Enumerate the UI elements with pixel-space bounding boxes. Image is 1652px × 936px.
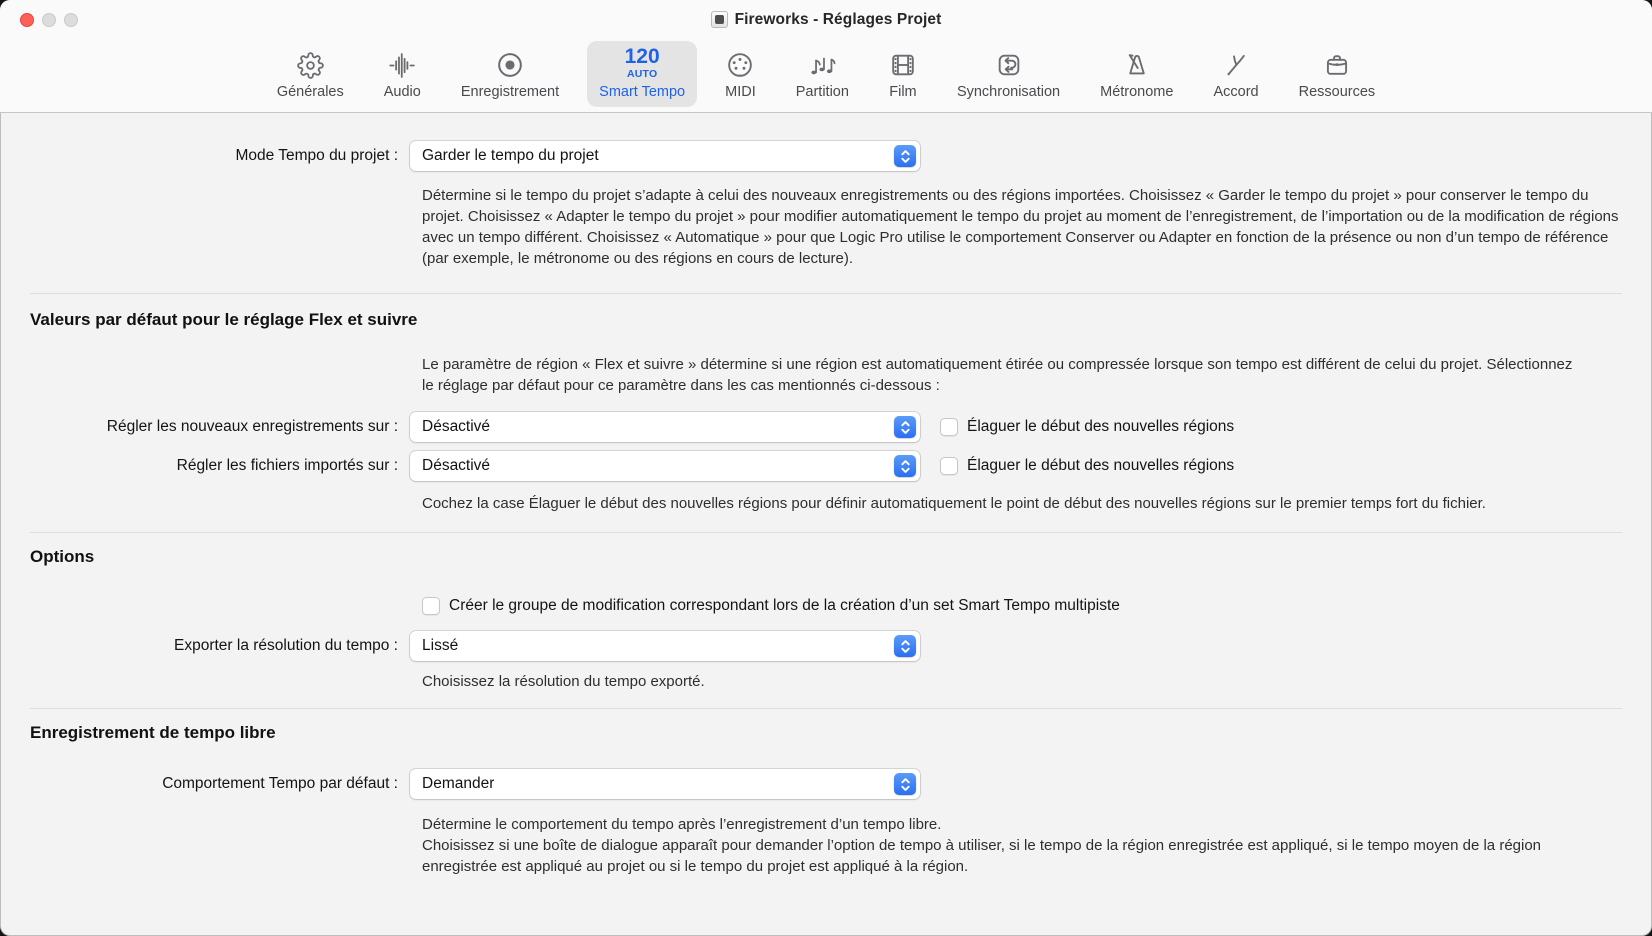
- edit-group-row: [422, 597, 1622, 615]
- popup-stepper-icon: [894, 773, 916, 795]
- tab-label: MIDI: [725, 84, 756, 100]
- window-header: [0, 0, 1652, 113]
- free-tempo-help-line1: Détermine le comportement du tempo après l’enregistrement d’un tempo libre.: [422, 816, 942, 833]
- tempo-readout: [624, 44, 660, 80]
- metronome-icon: [1123, 47, 1151, 79]
- project-tempo-mode-row: [30, 141, 1622, 171]
- document-proxy-icon: [711, 11, 728, 28]
- notes-icon: [808, 47, 836, 79]
- create-edit-group-label: Créer le groupe de modification correspondant lors de la création d’un set Smart Tempo multipiste: [449, 597, 1120, 614]
- free-tempo-section-heading: Enregistrement de tempo libre: [30, 723, 276, 742]
- tab-generales[interactable]: [265, 41, 356, 107]
- trim-new-regions-checkbox-1[interactable]: [940, 418, 958, 436]
- traffic-lights: [20, 13, 78, 27]
- new-recordings-row: [30, 412, 1622, 442]
- tab-accord[interactable]: [1201, 41, 1270, 107]
- tab-metronome[interactable]: [1088, 41, 1185, 107]
- waveform-icon: [387, 47, 417, 79]
- project-tempo-mode-label: Mode Tempo du projet :: [235, 147, 398, 164]
- tab-label: Générales: [276, 84, 344, 100]
- tab-label: Métronome: [1100, 84, 1174, 100]
- tab-label: Accord: [1213, 84, 1259, 100]
- tempo-mode: AUTO: [626, 67, 658, 80]
- new-recordings-select[interactable]: Désactivé: [410, 412, 920, 442]
- tab-synchronisation[interactable]: [945, 41, 1072, 107]
- popup-stepper-icon: [894, 635, 916, 657]
- project-tempo-mode-help: Détermine si le tempo du projet s’adapte à celui des nouveaux enregistrements ou des régions importées. Choisissez « Garder le tempo du projet » pour conserver le tempo du projet. Choisissez « Adapter le tempo du projet » pour modifier automatiquement le tempo du projet au moment de l’enregistrement, de l’importation ou de la modification de régions avec un tempo différent. Choisissez « Automatique » pour que Logic Pro utilise le comportement Conserver ou Adapter en fonction de la présence ou non d’un tempo de référence (par exemple, le métronome ou des régions en cours de lecture).: [422, 187, 1619, 267]
- tab-label: Audio: [383, 84, 421, 100]
- trim-new-regions-label-1: Élaguer le début des nouvelles régions: [967, 418, 1235, 435]
- film-icon: [889, 47, 917, 79]
- record-icon: [496, 47, 524, 79]
- free-tempo-help: [422, 814, 1567, 877]
- popup-stepper-icon: [894, 416, 916, 438]
- minimize-button: [42, 13, 56, 27]
- imported-files-label: Régler les fichiers importés sur :: [176, 457, 398, 474]
- export-tempo-label: Exporter la résolution du tempo :: [173, 637, 398, 654]
- tab-audio[interactable]: [372, 41, 433, 107]
- tab-partition[interactable]: [784, 41, 861, 107]
- export-tempo-help: Choisissez la résolution du tempo exporté.: [422, 673, 705, 690]
- sync-icon: [995, 47, 1023, 79]
- tab-film[interactable]: [877, 41, 929, 107]
- zoom-button: [64, 13, 78, 27]
- tab-label: Film: [889, 84, 917, 100]
- section-divider: [30, 532, 1622, 533]
- settings-content: [0, 113, 1652, 877]
- close-button[interactable]: [20, 13, 34, 27]
- midi-icon: [726, 47, 754, 79]
- tab-ressources[interactable]: [1287, 41, 1388, 107]
- imported-files-row: [30, 451, 1622, 481]
- popup-stepper-icon: [894, 455, 916, 477]
- tab-smart-tempo[interactable]: [587, 41, 697, 107]
- tab-label: Smart Tempo: [599, 84, 686, 100]
- titlebar: [0, 0, 1652, 39]
- tuning-fork-icon: [1222, 47, 1250, 79]
- flex-section-heading: Valeurs par défaut pour le réglage Flex et suivre: [30, 310, 418, 329]
- tab-midi[interactable]: [713, 41, 768, 107]
- tab-enregistrement[interactable]: [449, 41, 571, 107]
- default-tempo-behavior-row: [30, 769, 1622, 799]
- trim-new-regions-label-2: Élaguer le début des nouvelles régions: [967, 457, 1235, 474]
- export-tempo-select[interactable]: Lissé: [410, 631, 920, 661]
- flex-section-help: Cochez la case Élaguer le début des nouvelles régions pour définir automatiquement le point de début des nouvelles régions sur le premier temps fort du fichier.: [422, 495, 1486, 512]
- section-divider: [30, 708, 1622, 709]
- flex-section-intro: Le paramètre de région « Flex et suivre » détermine si une région est automatiquement étirée ou compressée lorsque son tempo est différent de celui du projet. Sélectionnez le réglage par défaut pour ce paramètre dans les cas mentionnés ci-dessous :: [422, 356, 1573, 394]
- default-tempo-behavior-label: Comportement Tempo par défaut :: [162, 775, 398, 792]
- create-edit-group-checkbox[interactable]: [422, 597, 440, 615]
- tempo-value: 120: [624, 44, 660, 68]
- popup-stepper-icon: [894, 145, 916, 167]
- project-tempo-mode-select[interactable]: Garder le tempo du projet: [410, 141, 920, 171]
- free-tempo-help-line2: Choisissez si une boîte de dialogue apparaît pour demander l’option de tempo à utiliser, si le tempo de la région enregistrée est appliqué, si le tempo moyen de la région enregistrée est appliqué au projet ou si le tempo du projet est appliqué à la région.: [422, 837, 1542, 875]
- trim-new-regions-checkbox-2[interactable]: [940, 457, 958, 475]
- new-recordings-label: Régler les nouveaux enregistrements sur :: [106, 418, 398, 435]
- gear-icon: [297, 47, 324, 79]
- options-section-heading: Options: [30, 547, 95, 566]
- briefcase-icon: [1323, 47, 1351, 79]
- tab-label: Enregistrement: [460, 84, 560, 100]
- settings-toolbar: [0, 39, 1652, 113]
- tab-label: Partition: [795, 84, 849, 100]
- section-divider: [30, 293, 1622, 294]
- export-tempo-row: [30, 631, 1622, 661]
- default-tempo-behavior-select[interactable]: Demander: [410, 769, 920, 799]
- tab-label: Synchronisation: [956, 84, 1061, 100]
- window-title: Fireworks - Réglages Projet: [734, 10, 942, 28]
- tab-label: Ressources: [1298, 84, 1376, 100]
- imported-files-select[interactable]: Désactivé: [410, 451, 920, 481]
